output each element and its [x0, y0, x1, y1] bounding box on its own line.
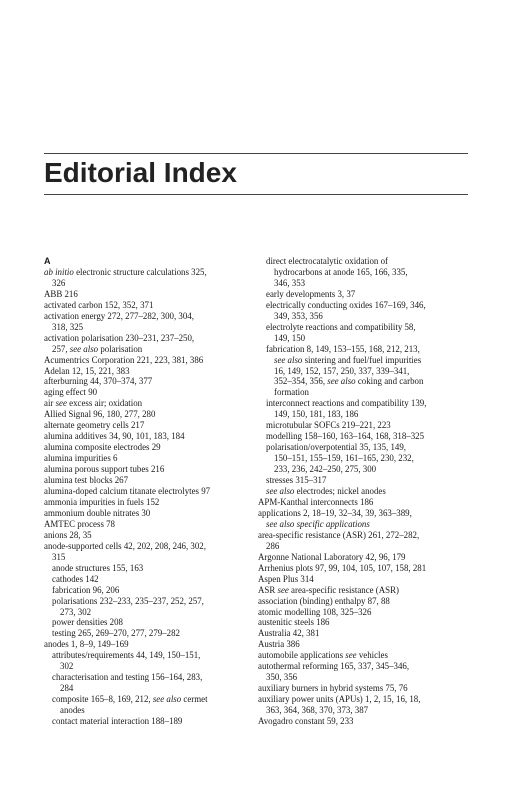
index-entry: activation energy 272, 277–282, 300, 304, [44, 310, 194, 321]
index-entry: Adelan 12, 15, 221, 383 [44, 365, 130, 376]
index-entry: 150–151, 155–159, 161–165, 230, 232, [274, 453, 414, 464]
index-entry: Argonne National Laboratory 42, 96, 179 [258, 551, 406, 562]
index-entry: austenitic steels 186 [258, 617, 330, 628]
index-entry: anode structures 155, 163 [52, 562, 144, 573]
index-entry: air see excess air; oxidation [44, 398, 143, 409]
index-entry: alumina composite electrodes 29 [44, 442, 161, 453]
index-entry: anode-supported cells 42, 202, 208, 246, 302, [44, 540, 206, 551]
index-entry: electrolyte reactions and compatibility 58, [266, 321, 416, 332]
index-entry: 318, 325 [52, 321, 84, 332]
index-entry: alumina porous support tubes 216 [44, 464, 165, 475]
index-entry: 149, 150 [274, 332, 306, 343]
index-entry: see also electrodes; nickel anodes [266, 486, 386, 497]
index-entry: attributes/requirements 44, 149, 150–151, [52, 650, 201, 661]
index-entry: direct electrocatalytic oxidation of [266, 256, 388, 266]
index-entry: ABB 216 [44, 288, 78, 299]
index-entry: 350, 356 [266, 672, 298, 683]
index-entry: Australia 42, 381 [258, 628, 320, 639]
index-entry: composite 165–8, 169, 212, see also cermet [52, 694, 208, 705]
index-entry: 352–354, 356, see also coking and carbon [274, 376, 424, 387]
index-entry: formation [274, 387, 309, 398]
index-entry: 16, 149, 152, 157, 250, 337, 339–341, [274, 365, 410, 376]
index-column-right [258, 256, 470, 727]
heading-top-rule [44, 153, 468, 154]
index-entry: alternate geometry cells 217 [44, 420, 145, 431]
index-entry: characterisation and testing 156–164, 283, [52, 672, 203, 683]
index-entry: 149, 150, 181, 183, 186 [274, 409, 359, 420]
index-entry: microtubular SOFCs 219–221, 223 [266, 420, 391, 431]
index-entry: anions 28, 35 [44, 529, 92, 540]
index-column-left [44, 256, 256, 727]
index-entry: fabrication 8, 149, 153–155, 168, 212, 213, [266, 343, 420, 354]
index-entry: APM-Kanthal interconnects 186 [258, 496, 374, 507]
index-entry: ab initio electronic structure calculations 325, [44, 266, 207, 277]
index-entry: auxiliary burners in hybrid systems 75, 76 [258, 683, 408, 694]
page-title: Editorial Index [44, 157, 237, 188]
index-entry: stresses 315–317 [266, 475, 327, 486]
index-entry: testing 265, 269–270, 277, 279–282 [52, 628, 180, 639]
index-entry: 284 [60, 683, 74, 694]
index-entry: early developments 3, 37 [266, 288, 356, 299]
index-entry: see also specific applications [266, 518, 370, 529]
index-entry: Austria 386 [258, 639, 300, 650]
index-entry: 326 [52, 277, 66, 288]
index-entry: ammonium double nitrates 30 [44, 507, 151, 518]
index-entry: Allied Signal 96, 180, 277, 280 [44, 409, 156, 420]
index-entry: anodes [60, 705, 85, 716]
index-entry: cathodes 142 [52, 573, 99, 584]
heading-bottom-rule [44, 194, 468, 195]
index-entry: 286 [266, 540, 280, 551]
index-entry: 346, 353 [274, 277, 306, 288]
index-entry: 233, 236, 242–250, 275, 300 [274, 464, 377, 475]
index-entry: aging effect 90 [44, 387, 98, 398]
index-entry: alumina test blocks 267 [44, 475, 129, 486]
index-entry: 302 [60, 661, 74, 672]
index-entry: polarisations 232–233, 235–237, 252, 257, [52, 595, 204, 606]
index-entry: modelling 158–160, 163–164, 168, 318–325 [266, 431, 425, 442]
index-entry: Aspen Plus 314 [258, 573, 314, 584]
index-entry: Avogadro constant 59, 233 [258, 716, 354, 727]
index-entry: association (binding) enthalpy 87, 88 [258, 595, 390, 606]
index-entry: alumina impurities 6 [44, 453, 118, 464]
index-entry: activation polarisation 230–231, 237–250, [44, 332, 195, 343]
index-entry: afterburning 44, 370–374, 377 [44, 376, 153, 387]
index-entry: ASR see area-specific resistance (ASR) [258, 584, 399, 595]
index-entry: 257, see also polarisation [52, 343, 143, 354]
index-entry: ammonia impurities in fuels 152 [44, 496, 160, 507]
index-entry: auxiliary power units (APUs) 1, 2, 15, 16, 18, [258, 694, 421, 705]
index-entry: anodes 1, 8–9, 149–169 [44, 639, 129, 650]
index-entry: atomic modelling 108, 325–326 [258, 606, 372, 617]
index-entry: Arrhenius plots 97, 99, 104, 105, 107, 158, 281 [258, 562, 427, 573]
index-entry: 315 [52, 551, 66, 562]
index-entry: polarisation/overpotential 35, 135, 149, [266, 442, 407, 453]
index-entry: alumina-doped calcium titanate electrolytes 97 [44, 486, 211, 497]
index-entry: see also sintering and fuel/fuel impurities [274, 354, 422, 365]
index-entry: 363, 364, 368, 370, 373, 387 [266, 705, 369, 716]
index-entry: power densities 208 [52, 617, 123, 628]
index-entry: automobile applications see vehicles [258, 650, 388, 661]
index-entry: electrically conducting oxides 167–169, 346, [266, 299, 426, 310]
index-entry: autothermal reforming 165, 337, 345–346, [258, 661, 410, 672]
index-entry: activated carbon 152, 352, 371 [44, 299, 154, 310]
index-entry: applications 2, 18–19, 32–34, 39, 363–389, [258, 507, 412, 518]
index-entry: 273, 302 [60, 606, 92, 617]
index-entry: hydrocarbons at anode 165, 166, 335, [274, 266, 408, 277]
index-entry: 349, 353, 356 [274, 310, 323, 321]
index-entry: Acumentrics Corporation 221, 223, 381, 386 [44, 354, 204, 365]
index-entry: fabrication 96, 206 [52, 584, 120, 595]
index-letter-heading: A [44, 256, 51, 266]
index-entry: AMTEC process 78 [44, 518, 115, 529]
index-entry: contact material interaction 188–189 [52, 716, 183, 727]
index-entry: alumina additives 34, 90, 101, 183, 184 [44, 431, 185, 442]
index-entry: interconnect reactions and compatibility 139, [266, 398, 427, 409]
index-entry: area-specific resistance (ASR) 261, 272–282, [258, 529, 420, 540]
